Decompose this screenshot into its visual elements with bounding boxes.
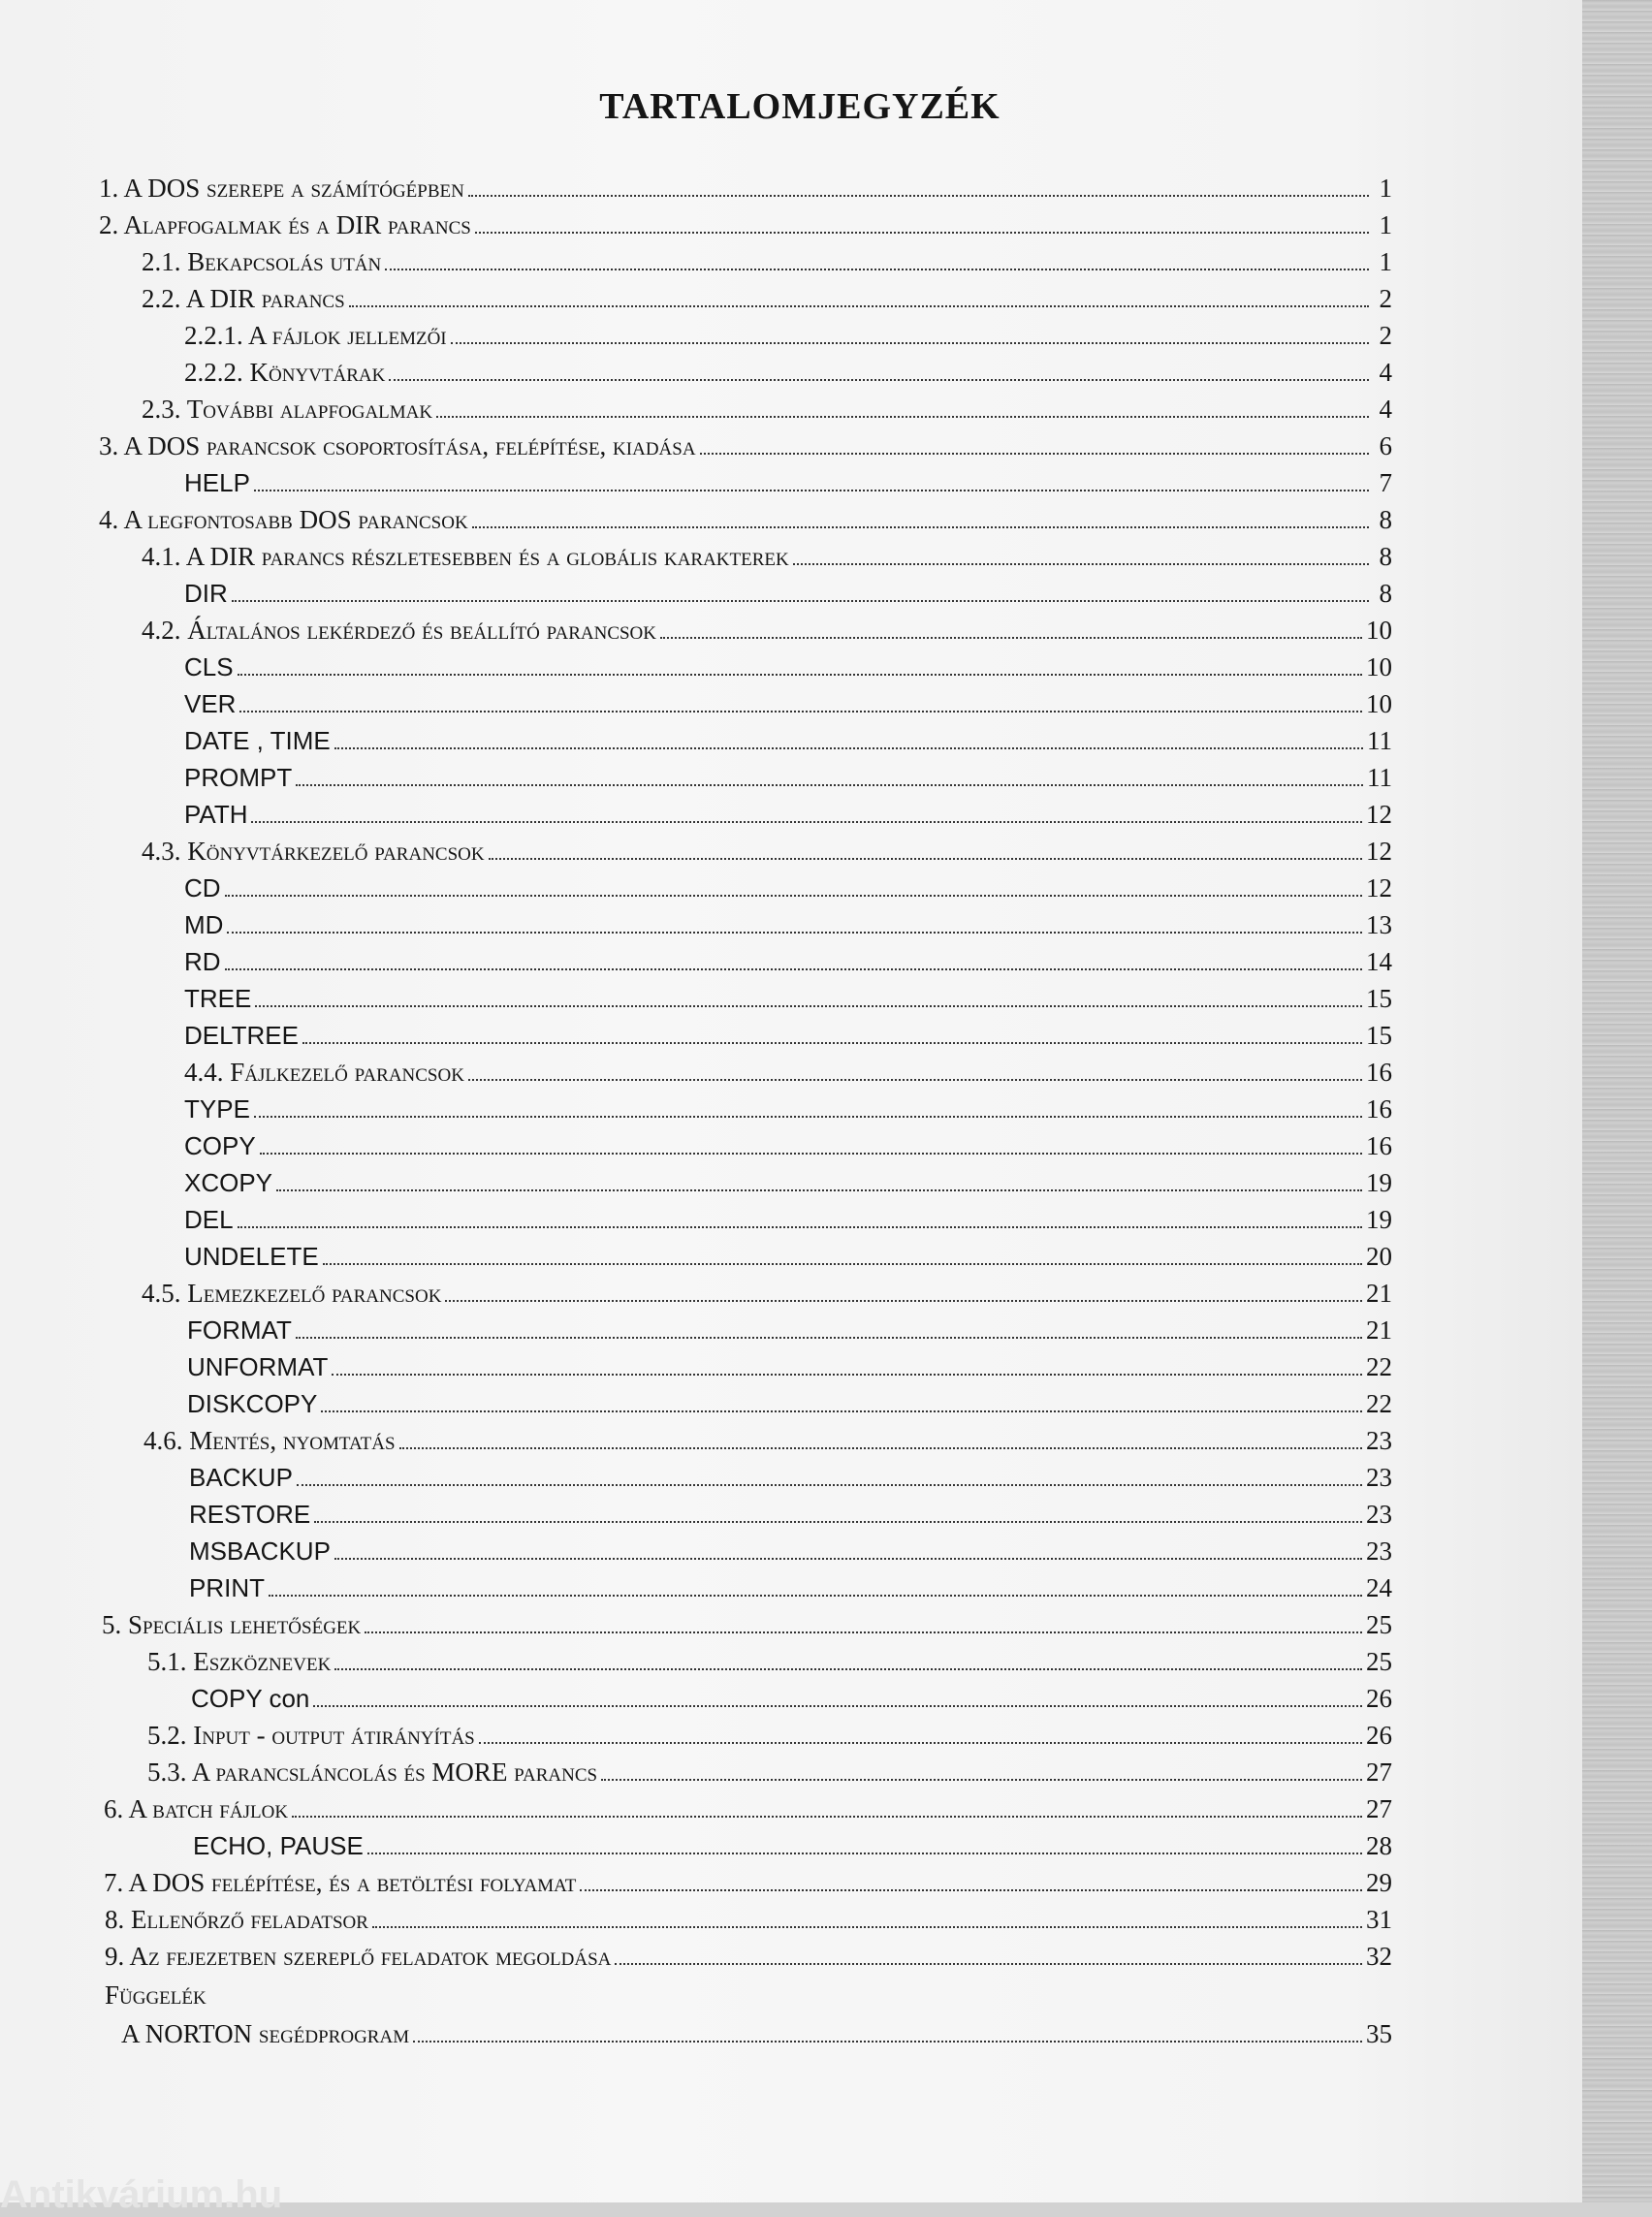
toc-entry-label: DATE , TIME	[184, 726, 331, 755]
dot-leader	[254, 1116, 1362, 1118]
dot-leader	[238, 674, 1362, 676]
dot-leader	[334, 1558, 1362, 1560]
document-title: TARTALOMJEGYZÉK	[599, 86, 1001, 127]
toc-entry-page: 19	[1366, 1205, 1392, 1234]
toc-entry	[184, 868, 1392, 904]
toc-entry-page: 26	[1366, 1684, 1392, 1713]
toc-entry-label: UNDELETE	[184, 1242, 319, 1271]
toc-entry	[184, 978, 1392, 1015]
dot-leader	[334, 747, 1363, 749]
toc-entry-label: 5. Speciális lehetőségek	[102, 1610, 362, 1639]
toc-entry	[187, 1346, 1392, 1383]
toc-entry	[104, 1862, 1392, 1899]
toc-entry-page: 21	[1366, 1315, 1392, 1345]
dot-leader	[260, 1153, 1362, 1155]
toc-entry-label: PRINT	[189, 1573, 265, 1602]
toc-entry-page: 4	[1379, 358, 1392, 387]
toc-entry	[184, 1199, 1392, 1236]
toc-entry-page: 29	[1366, 1868, 1392, 1897]
toc-entry-page: 2	[1379, 321, 1392, 350]
dot-leader	[475, 232, 1369, 234]
toc-entry-page: 25	[1366, 1610, 1392, 1639]
dot-leader	[269, 1595, 1362, 1597]
toc-entry-label: CD	[184, 873, 221, 903]
toc-entry-page: 11	[1367, 726, 1392, 755]
toc-entry-label: 4.5. Lemezkezelő parancsok	[142, 1279, 442, 1308]
toc-entry-page: 11	[1367, 763, 1392, 792]
toc-entry	[147, 1641, 1392, 1678]
toc-entry	[184, 683, 1392, 720]
dot-leader	[367, 1853, 1362, 1854]
toc-entry-page: 25	[1366, 1647, 1392, 1676]
toc-entry	[184, 757, 1392, 794]
toc-entry-label: 8. Ellenőrző feladatsor	[105, 1905, 368, 1934]
toc-entry-label: TREE	[184, 984, 252, 1013]
toc-entry	[99, 426, 1392, 462]
dot-leader	[321, 1410, 1362, 1412]
toc-entry-label: 5.1. Eszköznevek	[147, 1647, 332, 1676]
toc-entry-label: HELP	[184, 468, 250, 497]
toc-entry	[189, 1568, 1392, 1604]
toc-entry	[191, 1678, 1392, 1715]
toc-entry-label: COPY	[184, 1131, 256, 1160]
toc-entry-label: CLS	[184, 652, 234, 681]
toc-entry-page: 12	[1366, 837, 1392, 866]
toc-entry-page: 1	[1379, 247, 1392, 276]
dot-leader	[292, 1816, 1362, 1818]
toc-entry	[147, 1752, 1392, 1789]
toc-entry-page: 32	[1366, 1942, 1392, 1971]
dot-leader	[296, 784, 1363, 786]
dot-leader	[793, 563, 1369, 565]
toc-entry-page: 16	[1366, 1131, 1392, 1160]
dot-leader	[276, 1189, 1362, 1191]
dot-leader	[365, 1631, 1362, 1633]
toc-entry-page: 10	[1366, 689, 1392, 718]
dot-leader	[468, 1079, 1362, 1081]
toc-entry-label: 2.2. A DIR parancs	[142, 284, 345, 313]
toc-entry-page: 16	[1366, 1058, 1392, 1087]
dot-leader	[479, 1742, 1362, 1744]
toc-entry-page: 7	[1379, 468, 1392, 497]
dot-leader	[385, 269, 1369, 270]
toc-entry-page: 15	[1366, 1021, 1392, 1050]
dot-leader	[399, 1447, 1362, 1449]
dot-leader	[615, 1963, 1362, 1965]
toc-entry-page: 8	[1379, 542, 1392, 571]
toc-entry-page: 15	[1366, 984, 1392, 1013]
page-edge-background	[1582, 0, 1652, 2202]
dot-leader	[323, 1263, 1362, 1265]
toc-entry-page: 14	[1366, 947, 1392, 976]
dot-leader	[451, 342, 1369, 344]
toc-entry-label: VER	[184, 689, 237, 718]
dot-leader	[239, 711, 1362, 713]
toc-entry-label: BACKUP	[189, 1463, 293, 1492]
dot-leader	[349, 305, 1369, 307]
dot-leader	[296, 1337, 1362, 1339]
toc-entry	[184, 941, 1392, 978]
toc-entry-label: 4. A legfontosabb DOS parancsok	[99, 505, 468, 534]
toc-entry-page: 23	[1366, 1426, 1392, 1455]
toc-entry	[147, 1715, 1392, 1752]
dot-leader	[232, 600, 1369, 602]
toc-entry-page: 28	[1366, 1831, 1392, 1860]
dot-leader	[580, 1889, 1362, 1891]
toc-entry	[184, 1089, 1392, 1125]
dot-leader	[314, 1521, 1362, 1523]
toc-entry-page: 16	[1366, 1094, 1392, 1124]
dot-leader	[413, 2041, 1362, 2043]
toc-entry-label: 2.2.1. A fájlok jellemzői	[184, 321, 447, 350]
toc-entry-page: 2	[1379, 284, 1392, 313]
toc-entry-label: 9. Az fejezetben szereplő feladatok megoldása	[105, 1942, 612, 1971]
toc-entry-page: 8	[1379, 505, 1392, 534]
toc-entry-label: XCOPY	[184, 1168, 273, 1197]
dot-leader	[372, 1926, 1362, 1928]
toc-entry-page: 23	[1366, 1500, 1392, 1529]
toc-entry	[99, 499, 1392, 536]
toc-entry-label: 4.3. Könyvtárkezelő parancsok	[142, 837, 485, 866]
toc-entry-page: 21	[1366, 1279, 1392, 1308]
toc-entry	[142, 536, 1392, 573]
toc-entry-label: PROMPT	[184, 763, 293, 792]
toc-entry	[142, 610, 1392, 647]
dot-leader	[225, 968, 1362, 970]
toc-entry-page: 8	[1379, 579, 1392, 608]
toc-entry-page: 23	[1366, 1463, 1392, 1492]
dot-leader	[238, 1226, 1362, 1228]
toc-entry-label: 3. A DOS parancsok csoportosítása, felépítése, kiadása	[99, 431, 696, 460]
toc-entry-page: 19	[1366, 1168, 1392, 1197]
dot-leader	[472, 526, 1369, 528]
dot-leader	[445, 1300, 1362, 1302]
toc-entry	[184, 1052, 1392, 1089]
toc-entry-label: RESTORE	[189, 1500, 311, 1529]
toc-entry-page: 4	[1379, 395, 1392, 424]
toc-entry-page: 1	[1379, 174, 1392, 203]
toc-entry-label: ECHO, PAUSE	[193, 1831, 364, 1860]
toc-entry	[121, 2013, 1392, 2050]
toc-entry-label: 2.2.2. Könyvtárak	[184, 358, 386, 387]
toc-entry-page: 12	[1366, 800, 1392, 829]
toc-entry	[187, 1383, 1392, 1420]
toc-entry-label: MD	[184, 910, 224, 939]
toc-entry	[187, 1310, 1392, 1346]
toc-entry-page: 26	[1366, 1721, 1392, 1750]
toc-entry-page: 6	[1379, 431, 1392, 460]
toc-entry-page: 22	[1366, 1352, 1392, 1381]
dot-leader	[389, 379, 1369, 381]
toc-entry-label: FORMAT	[187, 1315, 292, 1345]
toc-entry	[184, 794, 1392, 831]
dot-leader	[601, 1779, 1362, 1781]
toc-entry	[184, 647, 1392, 683]
toc-entry	[184, 720, 1392, 757]
toc-entry	[142, 278, 1392, 315]
toc-entry-label: 4.2. Általános lekérdező és beállító parancsok	[142, 616, 656, 645]
toc-entry-page: 27	[1366, 1794, 1392, 1823]
dot-leader	[660, 637, 1362, 639]
toc-entry	[184, 1015, 1392, 1052]
dot-leader	[255, 1005, 1362, 1007]
toc-entry-label: COPY con	[191, 1684, 310, 1713]
toc-entry	[189, 1494, 1392, 1531]
toc-entry	[143, 1420, 1392, 1457]
toc-entry	[99, 205, 1392, 241]
toc-entry	[142, 1273, 1392, 1310]
toc-entry-label: UNFORMAT	[187, 1352, 329, 1381]
toc-entry-label: DISKCOPY	[187, 1389, 318, 1418]
toc-entry-page: 35	[1366, 2019, 1392, 2048]
toc-entry	[104, 1789, 1392, 1825]
toc-entry-page: 23	[1366, 1536, 1392, 1566]
toc-entry-page: 1	[1379, 210, 1392, 239]
toc-entry-page: 10	[1366, 652, 1392, 681]
dot-leader	[332, 1374, 1362, 1376]
toc-entry-label: DELTREE	[184, 1021, 299, 1050]
toc-entry-page: 10	[1366, 616, 1392, 645]
toc-entry	[184, 352, 1392, 389]
toc-entry-label: TYPE	[184, 1094, 250, 1124]
toc-entry-page: 12	[1366, 873, 1392, 903]
dot-leader	[227, 932, 1362, 934]
toc-entry-label: 4.4. Fájlkezelő parancsok	[184, 1058, 464, 1087]
toc-entry	[184, 1236, 1392, 1273]
toc-entry-label: A NORTON segédprogram	[121, 2019, 410, 2048]
toc-entry-page: 20	[1366, 1242, 1392, 1271]
toc-entry-label: 2. Alapfogalmak és a DIR parancs	[99, 210, 471, 239]
dot-leader	[436, 416, 1369, 418]
toc-entry-label: 2.3. További alapfogalmak	[142, 395, 433, 424]
toc-entry	[184, 1162, 1392, 1199]
toc-entry	[189, 1531, 1392, 1568]
toc-entry-page: 31	[1366, 1905, 1392, 1934]
toc-entry-page: 13	[1366, 910, 1392, 939]
dot-leader	[254, 490, 1369, 491]
toc-entry-label: 6. A batch fájlok	[104, 1794, 289, 1823]
toc-entry-label: 5.2. Input - output átirányítás	[147, 1721, 475, 1750]
toc-entry	[193, 1825, 1392, 1862]
toc-entry-label: 7. A DOS felépítése, és a betöltési folyamat	[104, 1868, 577, 1897]
toc-entry	[99, 168, 1392, 205]
toc-entry-label: RD	[184, 947, 221, 976]
toc-entry-label: DEL	[184, 1205, 234, 1234]
toc-entry-label: 4.6. Mentés, nyomtatás	[143, 1426, 396, 1455]
dot-leader	[489, 858, 1362, 860]
toc-entry	[105, 1899, 1392, 1936]
dot-leader	[251, 821, 1362, 823]
dot-leader	[297, 1484, 1362, 1486]
dot-leader	[225, 895, 1362, 897]
toc-entry-page: 22	[1366, 1389, 1392, 1418]
toc-entry	[184, 573, 1392, 610]
toc-entry	[142, 831, 1392, 868]
toc-entry-label: PATH	[184, 800, 248, 829]
dot-leader	[313, 1705, 1362, 1707]
toc-entry	[184, 1125, 1392, 1162]
toc-entry-label: 5.3. A parancsláncolás és MORE parancs	[147, 1758, 598, 1787]
toc-entry	[142, 241, 1392, 278]
dot-leader	[700, 453, 1369, 455]
toc-entry-label: DIR	[184, 579, 228, 608]
dot-leader	[334, 1668, 1362, 1670]
toc-entry-label: 2.1. Bekapcsolás után	[142, 247, 382, 276]
toc-entry-label: 4.1. A DIR parancs részletesebben és a globális karakterek	[142, 542, 789, 571]
toc-entry-page: 24	[1366, 1573, 1392, 1602]
dot-leader	[302, 1042, 1362, 1044]
toc-entry	[184, 462, 1392, 499]
toc-entry-page: 27	[1366, 1758, 1392, 1787]
watermark: Antikvárium.hu	[0, 2173, 283, 2216]
toc-entry-label: 1. A DOS szerepe a számítógépben	[99, 174, 464, 203]
toc-entry	[184, 315, 1392, 352]
toc-entry-label: MSBACKUP	[189, 1536, 331, 1566]
toc-section-heading	[105, 1975, 1392, 2011]
toc-entry	[184, 904, 1392, 941]
toc-entry	[102, 1604, 1392, 1641]
toc-entry	[142, 389, 1392, 426]
toc-entry	[105, 1936, 1392, 1973]
toc-entry	[189, 1457, 1392, 1494]
dot-leader	[468, 195, 1369, 197]
toc-entry-label: Függelék	[105, 1980, 206, 2010]
